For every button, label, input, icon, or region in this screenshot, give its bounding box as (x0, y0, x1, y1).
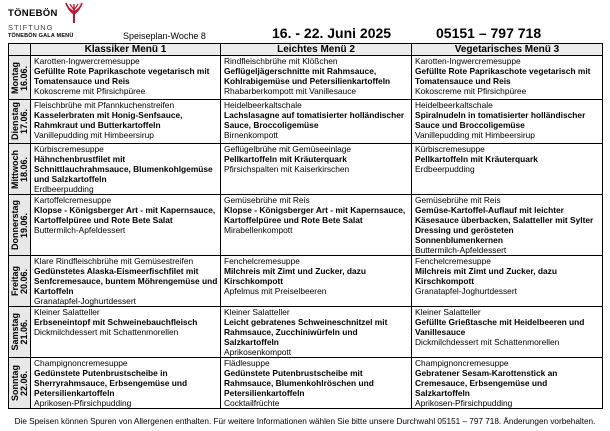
main-dish: Gemüse-Kartoffel-Auflauf mit leichter Käsesauce überbacken, Salatteller mit Sylter Dressing und gerösteten Sonnenblumenkernen (415, 205, 594, 245)
menu-cell (31, 56, 221, 100)
starter: Fleischbrühe mit Pfannkuchenstreifen (34, 100, 175, 110)
main-dish: Klopse - Königsberger Art - mit Kapernsauce, Kartoffelpüree und Rote Bete Salat (224, 205, 406, 225)
main-dish: Gebratener Sesam-Karottenstick an Cremesauce, Erbsengemüse und Salzkartoffeln (415, 368, 558, 398)
dessert: Dickmilchdessert mit Schattenmorellen (34, 327, 179, 337)
menu-cell (221, 307, 412, 358)
menu-cell (412, 307, 603, 358)
menu-header-row (9, 44, 603, 56)
menu-cell (221, 195, 412, 256)
starter: Gemüsebrühe mit Reis (224, 195, 310, 205)
column-header-menu2: Leichtes Menü 2 (221, 44, 412, 56)
starter: Flädlesuppe (224, 358, 270, 368)
day-cell (9, 358, 31, 409)
starter: Fenchelcremesuppe (415, 256, 491, 266)
day-label (11, 150, 29, 189)
menu-cell (412, 358, 603, 409)
starter: Champignoncremesuppe (34, 358, 128, 368)
day-date: 21.06. (19, 319, 29, 345)
menu-cell (221, 358, 412, 409)
starter: Gemüsebrühe mit Reis (415, 195, 501, 205)
menu-cell (412, 256, 603, 307)
day-row (9, 56, 603, 100)
week-label: Speiseplan-Woche 8 (123, 31, 206, 41)
menu-cell (221, 56, 412, 100)
day-name: Montag (10, 61, 20, 94)
dessert: Dickmilchdessert mit Schattenmorellen (415, 337, 560, 347)
main-dish: Gefüllte Grießtasche mit Heidelbeeren und Vanillesauce (415, 317, 585, 337)
day-date: 20.06. (19, 268, 29, 294)
menu-cell (412, 100, 603, 144)
logo (8, 2, 106, 42)
day-cell (9, 144, 31, 195)
main-dish: Hähnchenbrustfilet mit Schnittlauchrahmsauce, Blumenkohlgemüse und Salzkartoffeln (34, 154, 213, 184)
main-dish: Gedünstete Putenbrustscheibe mit Rahmsauce, Blumenkohlröschen und Petersilienkartoffeln (224, 368, 374, 398)
starter: Rindfleischbrühe mit Klößchen (224, 56, 338, 66)
day-date: 16.06. (19, 64, 29, 91)
starter: Heidelbeerkaltschale (415, 100, 493, 110)
day-cell (9, 195, 31, 256)
dessert: Granatapfel-Joghurtdessert (34, 296, 136, 306)
dessert: Aprikosenkompott (224, 347, 292, 357)
column-header-menu3: Vegetarisches Menü 3 (412, 44, 603, 56)
day-cell (9, 307, 31, 358)
corner-cell (9, 44, 31, 56)
column-header-menu1: Klassiker Menü 1 (31, 44, 221, 56)
menu-cell (31, 358, 221, 409)
main-dish: Gedünstetes Alaska-Eismeerfischfilet mit Senfcremesauce, buntem Möhrengemüse und Kartoffeln (34, 266, 218, 296)
menu-cell (31, 144, 221, 195)
dessert: Mirabellenkompott (224, 225, 293, 235)
menu-cell (412, 195, 603, 256)
dessert: Erdbeerpudding (34, 184, 94, 194)
dessert: Aprikosen-Pfirsichpudding (415, 398, 513, 408)
menu-cell (412, 56, 603, 100)
main-dish: Spiralnudeln in tomatisierter holländischer Sauce und Broccoligemüse (415, 110, 586, 130)
main-dish: Pellkartoffeln mit Kräuterquark (415, 154, 538, 164)
day-row (9, 144, 603, 195)
phone-number: 05151 – 797 718 (436, 25, 542, 41)
starter: Kleiner Salatteller (415, 307, 481, 317)
main-dish: Milchreis mit Zimt und Zucker, dazu Kirschkompott (224, 266, 366, 286)
day-name: Sonntag (10, 365, 20, 401)
menu-cell (31, 256, 221, 307)
starter: Fenchelcremesuppe (224, 256, 300, 266)
day-row (9, 195, 603, 256)
day-row (9, 358, 603, 409)
day-name: Dienstag (10, 102, 20, 141)
starter: Karotten-Ingwercremesuppe (34, 56, 140, 66)
day-name: Mittwoch (10, 149, 20, 189)
dessert: Rhabarberkompott mit Vanillesauce (224, 86, 357, 96)
day-label (11, 62, 29, 94)
logo-line1: STIFTUNG (8, 23, 54, 32)
menu-cell (412, 144, 603, 195)
day-row (9, 256, 603, 307)
menu-cell (31, 100, 221, 144)
day-date: 17.06. (19, 108, 29, 135)
starter: Kürbiscremesuppe (34, 144, 104, 154)
day-label (11, 266, 29, 296)
dessert: Aprikosen-Pfirsichpudding (34, 398, 132, 408)
main-dish: Lachslasagne auf tomatisierter holländischer Sauce, Broccoligemüse (224, 110, 405, 130)
main-dish: Leicht gebratenes Schweineschnitzel mit Rahmsauce, Zucchiniwürfeln und Salzkartoffeln (224, 317, 388, 347)
menu-table (8, 43, 603, 409)
dessert: Pfirsichspalten mit Kaiserkirschen (224, 164, 350, 174)
day-label (11, 365, 29, 401)
main-dish: Geflügeljägerschnitte mit Rahmsauce, Kohlrabigemüse und Petersilienkartoffeln (224, 66, 391, 86)
dessert: Vanillepudding mit Himbeersirup (34, 130, 154, 140)
menu-cell (31, 307, 221, 358)
menu-cell (221, 144, 412, 195)
day-date: 22.06. (19, 370, 29, 396)
starter: Kleiner Salatteller (34, 307, 100, 317)
starter: Geflügelbrühe mit Gemüseeinlage (224, 144, 352, 154)
tree-logo-icon (64, 2, 84, 24)
dessert: Granatapfel-Joghurtdessert (415, 286, 517, 296)
dessert: Kokoscreme mit Pfirsichpüree (415, 86, 527, 96)
starter: Karotten-Ingwercremesuppe (415, 56, 521, 66)
logo-name: TÖNEBÖN (8, 8, 58, 19)
starter: Champignoncremesuppe (415, 358, 509, 368)
day-label (11, 102, 29, 140)
main-dish: Milchreis mit Zimt und Zucker, dazu Kirschkompott (415, 266, 557, 286)
day-date: 18.06. (19, 156, 29, 182)
main-dish: Klopse - Königsberger Art - mit Kapernsauce, Kartoffelpüree und Rote Bete Salat (34, 205, 216, 225)
starter: Kürbiscremesuppe (415, 144, 485, 154)
logo-line2: TÖNEBÖN GALA MENÜ (8, 33, 74, 39)
main-dish: Gedünstete Putenbrustscheibe in Sherryrahmsauce, Erbsengemüse und Petersilienkartoffeln (34, 368, 188, 398)
menu-cell (221, 100, 412, 144)
dessert: Cocktailfrüchte (224, 398, 280, 408)
menu-cell (31, 195, 221, 256)
dessert: Vanillepudding mit Himbeersirup (415, 130, 535, 140)
starter: Heidelbeerkaltschale (224, 100, 302, 110)
main-dish: Gefüllte Rote Paprikaschote vegetarisch mit Tomatensauce und Reis (415, 66, 591, 86)
day-row (9, 100, 603, 144)
main-dish: Erbseneintopf mit Schweinebauchfleisch (34, 317, 198, 327)
day-cell (9, 100, 31, 144)
day-cell (9, 56, 31, 100)
day-date: 19.06. (19, 212, 29, 238)
starter: Kartoffelcremesuppe (34, 195, 112, 205)
main-dish: Gefüllte Rote Paprikaschote vegetarisch mit Tomatensauce und Reis (34, 66, 210, 86)
dessert: Apfelmus mit Preiselbeeren (224, 286, 327, 296)
day-label (11, 200, 29, 250)
dessert: Kokoscreme mit Pfirsichpüree (34, 86, 146, 96)
menu-cell (221, 256, 412, 307)
dessert: Buttermilch-Apfeldessert (34, 225, 126, 235)
allergen-note: Die Speisen können Spuren von Allergenen enthalten. Für weitere Informationen wählen Sie bitte unsere Durchwahl 05151 – 797 718. Änderungen vorbehalten. (14, 417, 596, 426)
day-cell (9, 256, 31, 307)
starter: Klare Rindfleischbrühe mit Gemüsestreifen (34, 256, 194, 266)
day-name: Freitag (10, 265, 20, 296)
starter: Kleiner Salatteller (224, 307, 290, 317)
day-name: Samstag (10, 313, 20, 351)
day-row (9, 307, 603, 358)
day-label (11, 313, 29, 351)
dessert: Erdbeerpudding (415, 164, 475, 174)
date-range: 16. - 22. Juni 2025 (272, 25, 392, 41)
day-name: Donnerstag (10, 199, 20, 250)
dessert: Buttermilch-Apfeldessert (415, 245, 507, 255)
main-dish: Kasselerbraten mit Honig-Senfsauce, Rahmkraut und Butterkartoffeln (34, 110, 183, 130)
main-dish: Pellkartoffeln mit Kräuterquark (224, 154, 347, 164)
dessert: Birnenkompott (224, 130, 278, 140)
